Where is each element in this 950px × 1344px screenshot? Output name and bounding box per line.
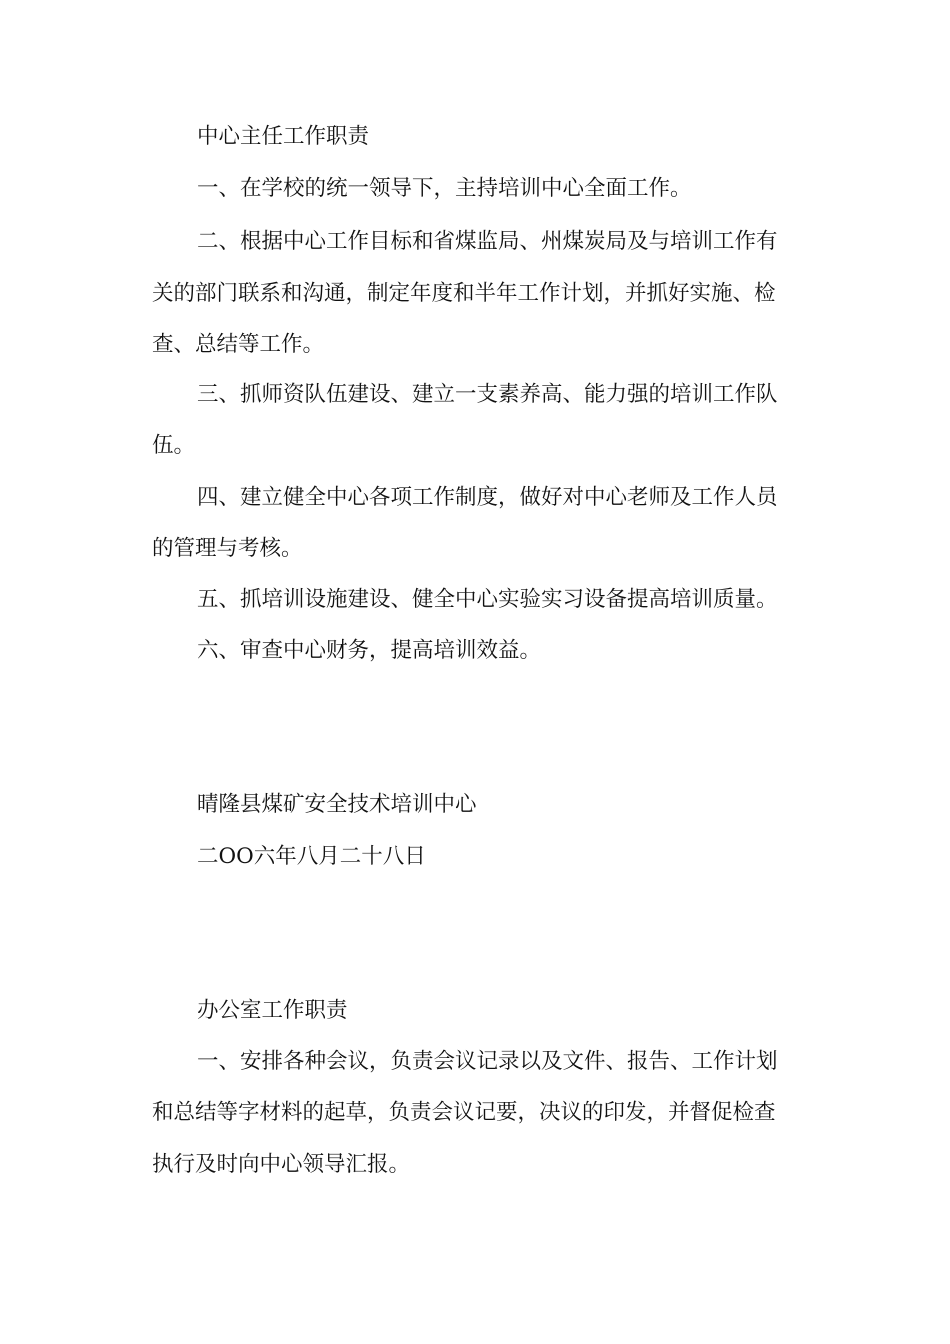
section1-item-2-line-2: 关的部门联系和沟通，制定年度和半年工作计划，并抓好实施、检 [152,281,776,306]
section2-item-1-line-2: 和总结等字材料的起草，负责会议记要，决议的印发，并督促检查 [152,1100,776,1125]
section1-item-2-line-3: 查、总结等工作。 [152,332,325,357]
section1-item-4-line-2: 的管理与考核。 [152,536,303,561]
signature-date: 二OO六年八月二十八日 [197,844,426,869]
section1-item-6: 六、审查中心财务，提高培训效益。 [197,638,542,663]
section1-title: 中心主任工作职责 [197,124,370,149]
section2-title: 办公室工作职责 [197,998,348,1023]
signature-org: 晴隆县煤矿安全技术培训中心 [197,792,477,817]
section1-item-1: 一、在学校的统一领导下，主持培训中心全面工作。 [197,176,692,201]
section1-item-4-line-1: 四、建立健全中心各项工作制度，做好对中心老师及工作人员 [197,485,778,510]
section1-item-3-line-2: 伍。 [152,433,196,458]
section2-item-1-line-1: 一、安排各种会议，负责会议记录以及文件、报告、工作计划 [197,1049,778,1074]
section2-item-1-line-3: 执行及时向中心领导汇报。 [152,1152,411,1177]
section1-item-2-line-1: 二、根据中心工作目标和省煤监局、州煤炭局及与培训工作有 [197,229,778,254]
section1-item-5: 五、抓培训设施建设、健全中心实验实习设备提高培训质量。 [197,587,778,612]
section1-item-3-line-1: 三、抓师资队伍建设、建立一支素养高、能力强的培训工作队 [197,382,778,407]
